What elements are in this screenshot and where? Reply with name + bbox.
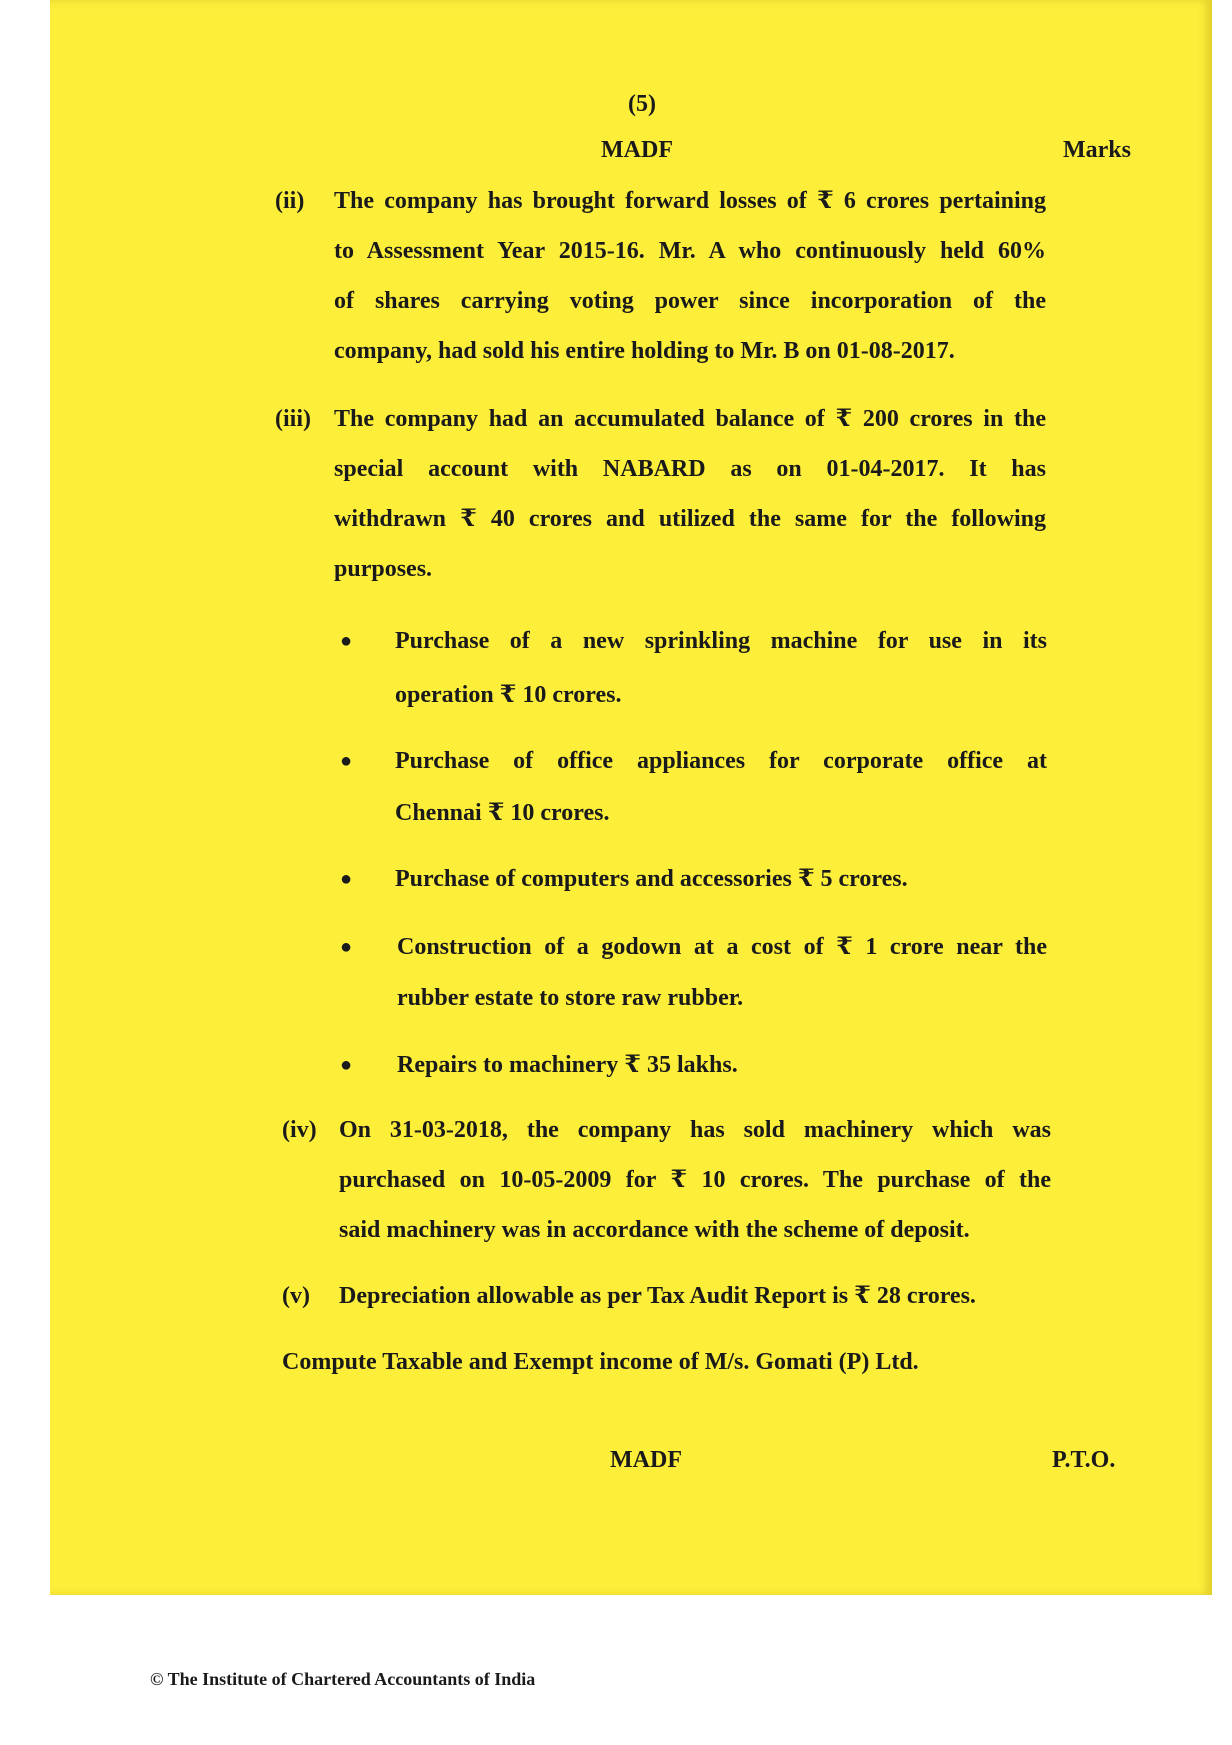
pto-label: P.T.O.: [1052, 1447, 1116, 1473]
item-ii-line-4: company, had sold his entire holding to Mr. B on 01-08-2017.: [334, 338, 955, 364]
bullet-5-line-1: Repairs to machinery ₹ 35 lakhs.: [397, 1052, 738, 1078]
item-label-ii: (ii): [275, 188, 305, 214]
item-ii-line-1: The company has brought forward losses of ₹ 6 crores pertaining: [334, 188, 1046, 214]
item-iii-line-2: special account with NABARD as on 01-04-2017. It has: [334, 456, 1046, 482]
bullet-icon: ●: [340, 868, 353, 890]
footer-code: MADF: [610, 1447, 682, 1473]
item-label-v: (v): [282, 1283, 310, 1309]
bullet-icon: ●: [340, 1054, 353, 1076]
paper-code: MADF: [601, 137, 673, 163]
copyright: © The Institute of Chartered Accountants of India: [150, 1669, 536, 1689]
marks-label: Marks: [1063, 137, 1131, 163]
bullet-2-line-2: Chennai ₹ 10 crores.: [395, 800, 610, 826]
bullet-icon: ●: [340, 750, 353, 772]
item-iv-line-3: said machinery was in accordance with the scheme of deposit.: [339, 1217, 970, 1243]
bullet-3-line-1: Purchase of computers and accessories ₹ 5 crores.: [395, 866, 908, 892]
bullet-1-line-1: Purchase of a new sprinkling machine for use in its: [395, 628, 1047, 654]
item-label-iii: (iii): [275, 406, 311, 432]
bullet-4-line-2: rubber estate to store raw rubber.: [397, 985, 744, 1011]
item-ii-line-3: of shares carrying voting power since incorporation of the: [334, 288, 1046, 314]
item-iii-line-3: withdrawn ₹ 40 crores and utilized the same for the following: [334, 506, 1046, 532]
item-v-line-1: Depreciation allowable as per Tax Audit Report is ₹ 28 crores.: [339, 1283, 976, 1309]
item-iv-line-1: On 31-03-2018, the company has sold machinery which was: [339, 1117, 1051, 1143]
bullet-4-line-1: Construction of a godown at a cost of ₹ 1 crore near the: [397, 934, 1047, 960]
item-iv-line-2: purchased on 10-05-2009 for ₹ 10 crores. The purchase of the: [339, 1167, 1051, 1193]
item-iii-line-4: purposes.: [334, 556, 433, 582]
item-ii-line-2: to Assessment Year 2015-16. Mr. A who continuously held 60%: [334, 238, 1046, 264]
bullet-1-line-2: operation ₹ 10 crores.: [395, 682, 622, 708]
item-iii-line-1: The company had an accumulated balance of ₹ 200 crores in the: [334, 406, 1046, 432]
question-text: Compute Taxable and Exempt income of M/s. Gomati (P) Ltd.: [282, 1349, 919, 1375]
bullet-icon: ●: [340, 936, 353, 958]
bullet-icon: ●: [340, 630, 353, 652]
page-number: (5): [628, 91, 656, 117]
bullet-2-line-1: Purchase of office appliances for corporate office at: [395, 748, 1047, 774]
item-label-iv: (iv): [282, 1117, 317, 1143]
